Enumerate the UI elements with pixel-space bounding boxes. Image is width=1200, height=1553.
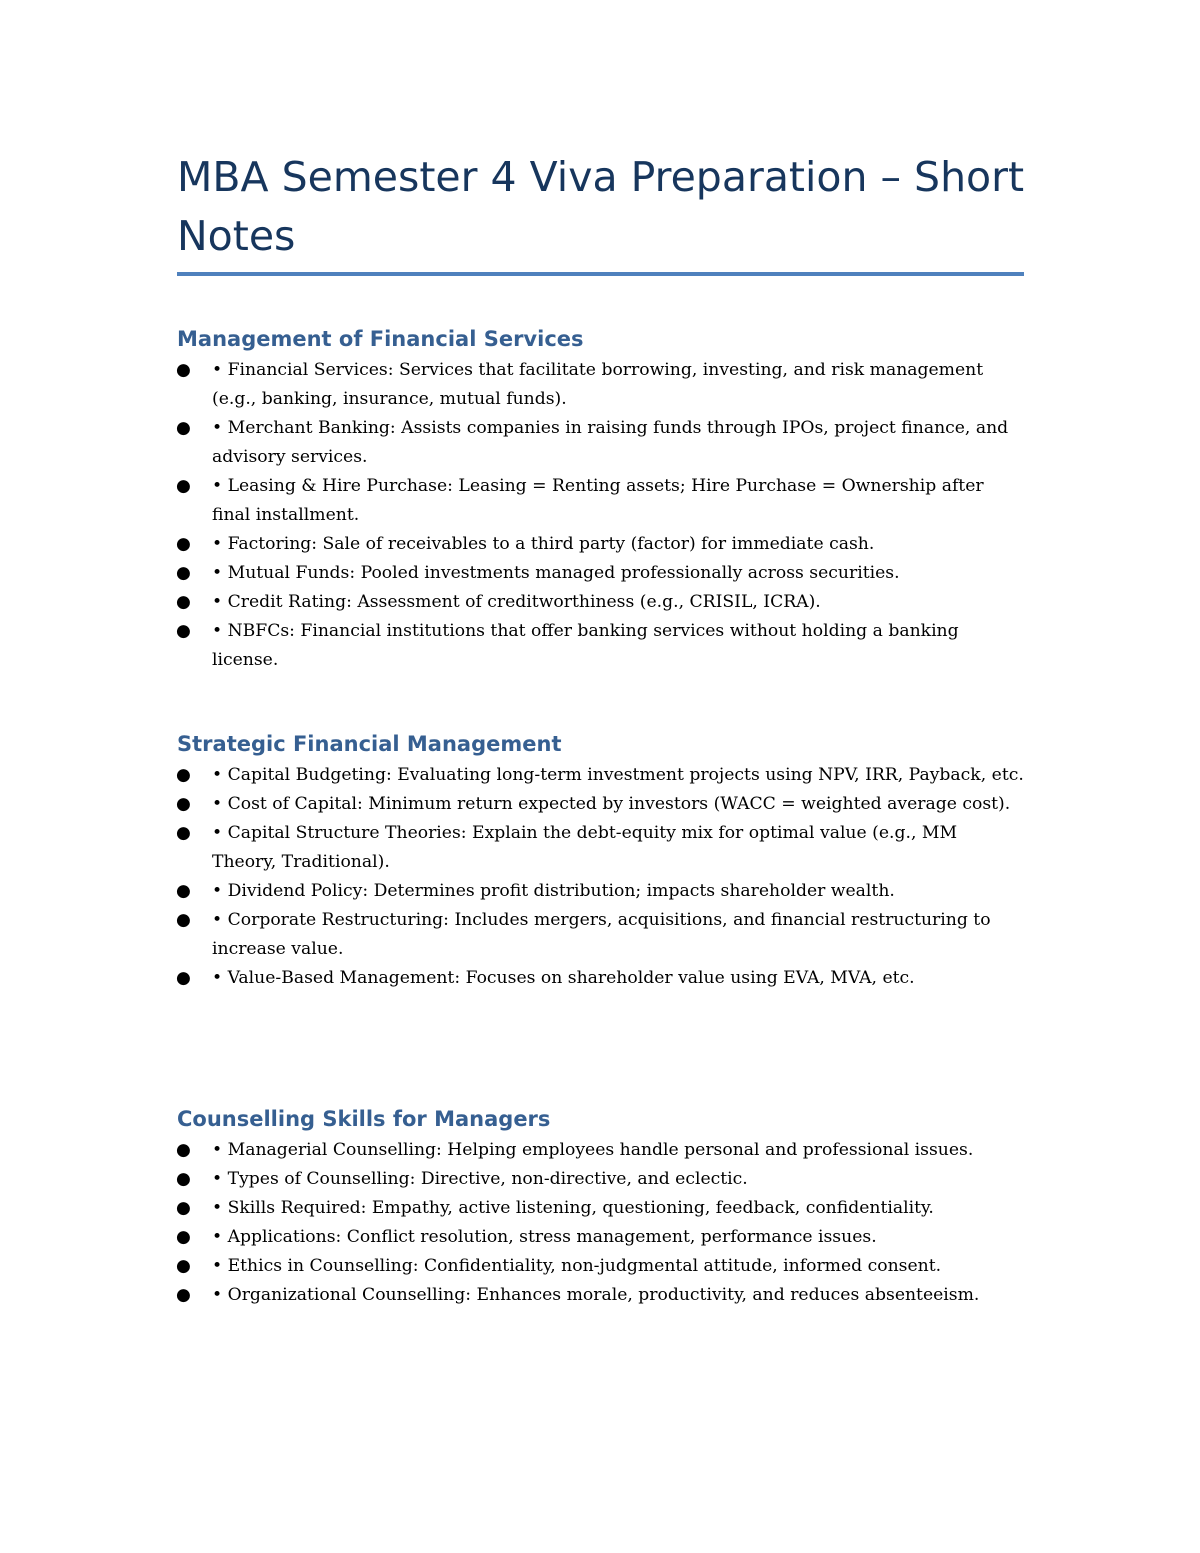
list-item: ● • Managerial Counselling: Helping employees handle personal and professional issues. [177, 1136, 1025, 1165]
bullet-icon: ● [176, 1256, 191, 1276]
list-item: ● • Dividend Policy: Determines profit distribution; impacts shareholder wealth. [177, 877, 1025, 906]
bullet-icon: ● [176, 360, 191, 380]
bullet-icon: ● [176, 765, 191, 785]
bullet-list [177, 761, 1025, 993]
bullet-icon: ● [176, 968, 191, 988]
list-item: ● • Types of Counselling: Directive, non-directive, and eclectic. [177, 1165, 1025, 1194]
bullet-icon: ● [176, 621, 191, 641]
bullet-list [177, 1136, 1025, 1310]
list-item: ● • Organizational Counselling: Enhances morale, productivity, and reduces absenteeism. [177, 1281, 1025, 1310]
document-body [176, 148, 1025, 1305]
bullet-icon: ● [176, 823, 191, 843]
list-item: ● • NBFCs: Financial institutions that offer banking services without holding a banking license. [177, 617, 1025, 675]
section-financial-services [177, 324, 1025, 675]
bullet-icon: ● [176, 1169, 191, 1189]
section-strategic-financial-management [177, 729, 1025, 993]
list-item: ● • Factoring: Sale of receivables to a third party (factor) for immediate cash. [177, 530, 1025, 559]
list-item: ● • Mutual Funds: Pooled investments managed professionally across securities. [177, 559, 1025, 588]
bullet-icon: ● [176, 910, 191, 930]
bullet-icon: ● [176, 534, 191, 554]
list-item: ● • Skills Required: Empathy, active listening, questioning, feedback, confidentiality. [177, 1194, 1025, 1223]
bullet-icon: ● [176, 1198, 191, 1218]
bullet-icon: ● [176, 418, 191, 438]
list-item: ● • Credit Rating: Assessment of creditworthiness (e.g., CRISIL, ICRA). [177, 588, 1025, 617]
list-item: ● • Financial Services: Services that facilitate borrowing, investing, and risk management (e.g., banking, insurance, mutual funds). [177, 356, 1025, 414]
list-item: ● • Leasing & Hire Purchase: Leasing = Renting assets; Hire Purchase = Ownership after final installment. [177, 472, 1025, 530]
bullet-icon: ● [176, 563, 191, 583]
list-item: ● • Capital Budgeting: Evaluating long-term investment projects using NPV, IRR, Payback, etc. [177, 761, 1025, 790]
section-counselling-skills [177, 1104, 1025, 1310]
list-item: ● • Merchant Banking: Assists companies in raising funds through IPOs, project finance, and advisory services. [177, 414, 1025, 472]
section-heading: Counselling Skills for Managers [177, 1107, 551, 1131]
list-item: ● • Value-Based Management: Focuses on shareholder value using EVA, MVA, etc. [177, 964, 1025, 993]
list-item: ● • Cost of Capital: Minimum return expected by investors (WACC = weighted average cost). [177, 790, 1025, 819]
bullet-icon: ● [176, 1285, 191, 1305]
bullet-icon: ● [176, 1140, 191, 1160]
title-underline [177, 272, 1024, 276]
bullet-icon: ● [176, 881, 191, 901]
list-item: ● • Corporate Restructuring: Includes mergers, acquisitions, and financial restructuring to increase value. [177, 906, 1025, 964]
bullet-list [177, 356, 1025, 675]
bullet-icon: ● [176, 592, 191, 612]
bullet-icon: ● [176, 794, 191, 814]
bullet-icon: ● [176, 1227, 191, 1247]
bullet-icon: ● [176, 476, 191, 496]
document-title: MBA Semester 4 Viva Preparation – Short Notes [177, 153, 1025, 260]
section-heading: Management of Financial Services [177, 327, 584, 351]
list-item: ● • Applications: Conflict resolution, stress management, performance issues. [177, 1223, 1025, 1252]
list-item: ● • Capital Structure Theories: Explain the debt-equity mix for optimal value (e.g., MM Theory, Traditional). [177, 819, 1025, 877]
section-heading: Strategic Financial Management [177, 732, 562, 756]
list-item: ● • Ethics in Counselling: Confidentiality, non-judgmental attitude, informed consent. [177, 1252, 1025, 1281]
